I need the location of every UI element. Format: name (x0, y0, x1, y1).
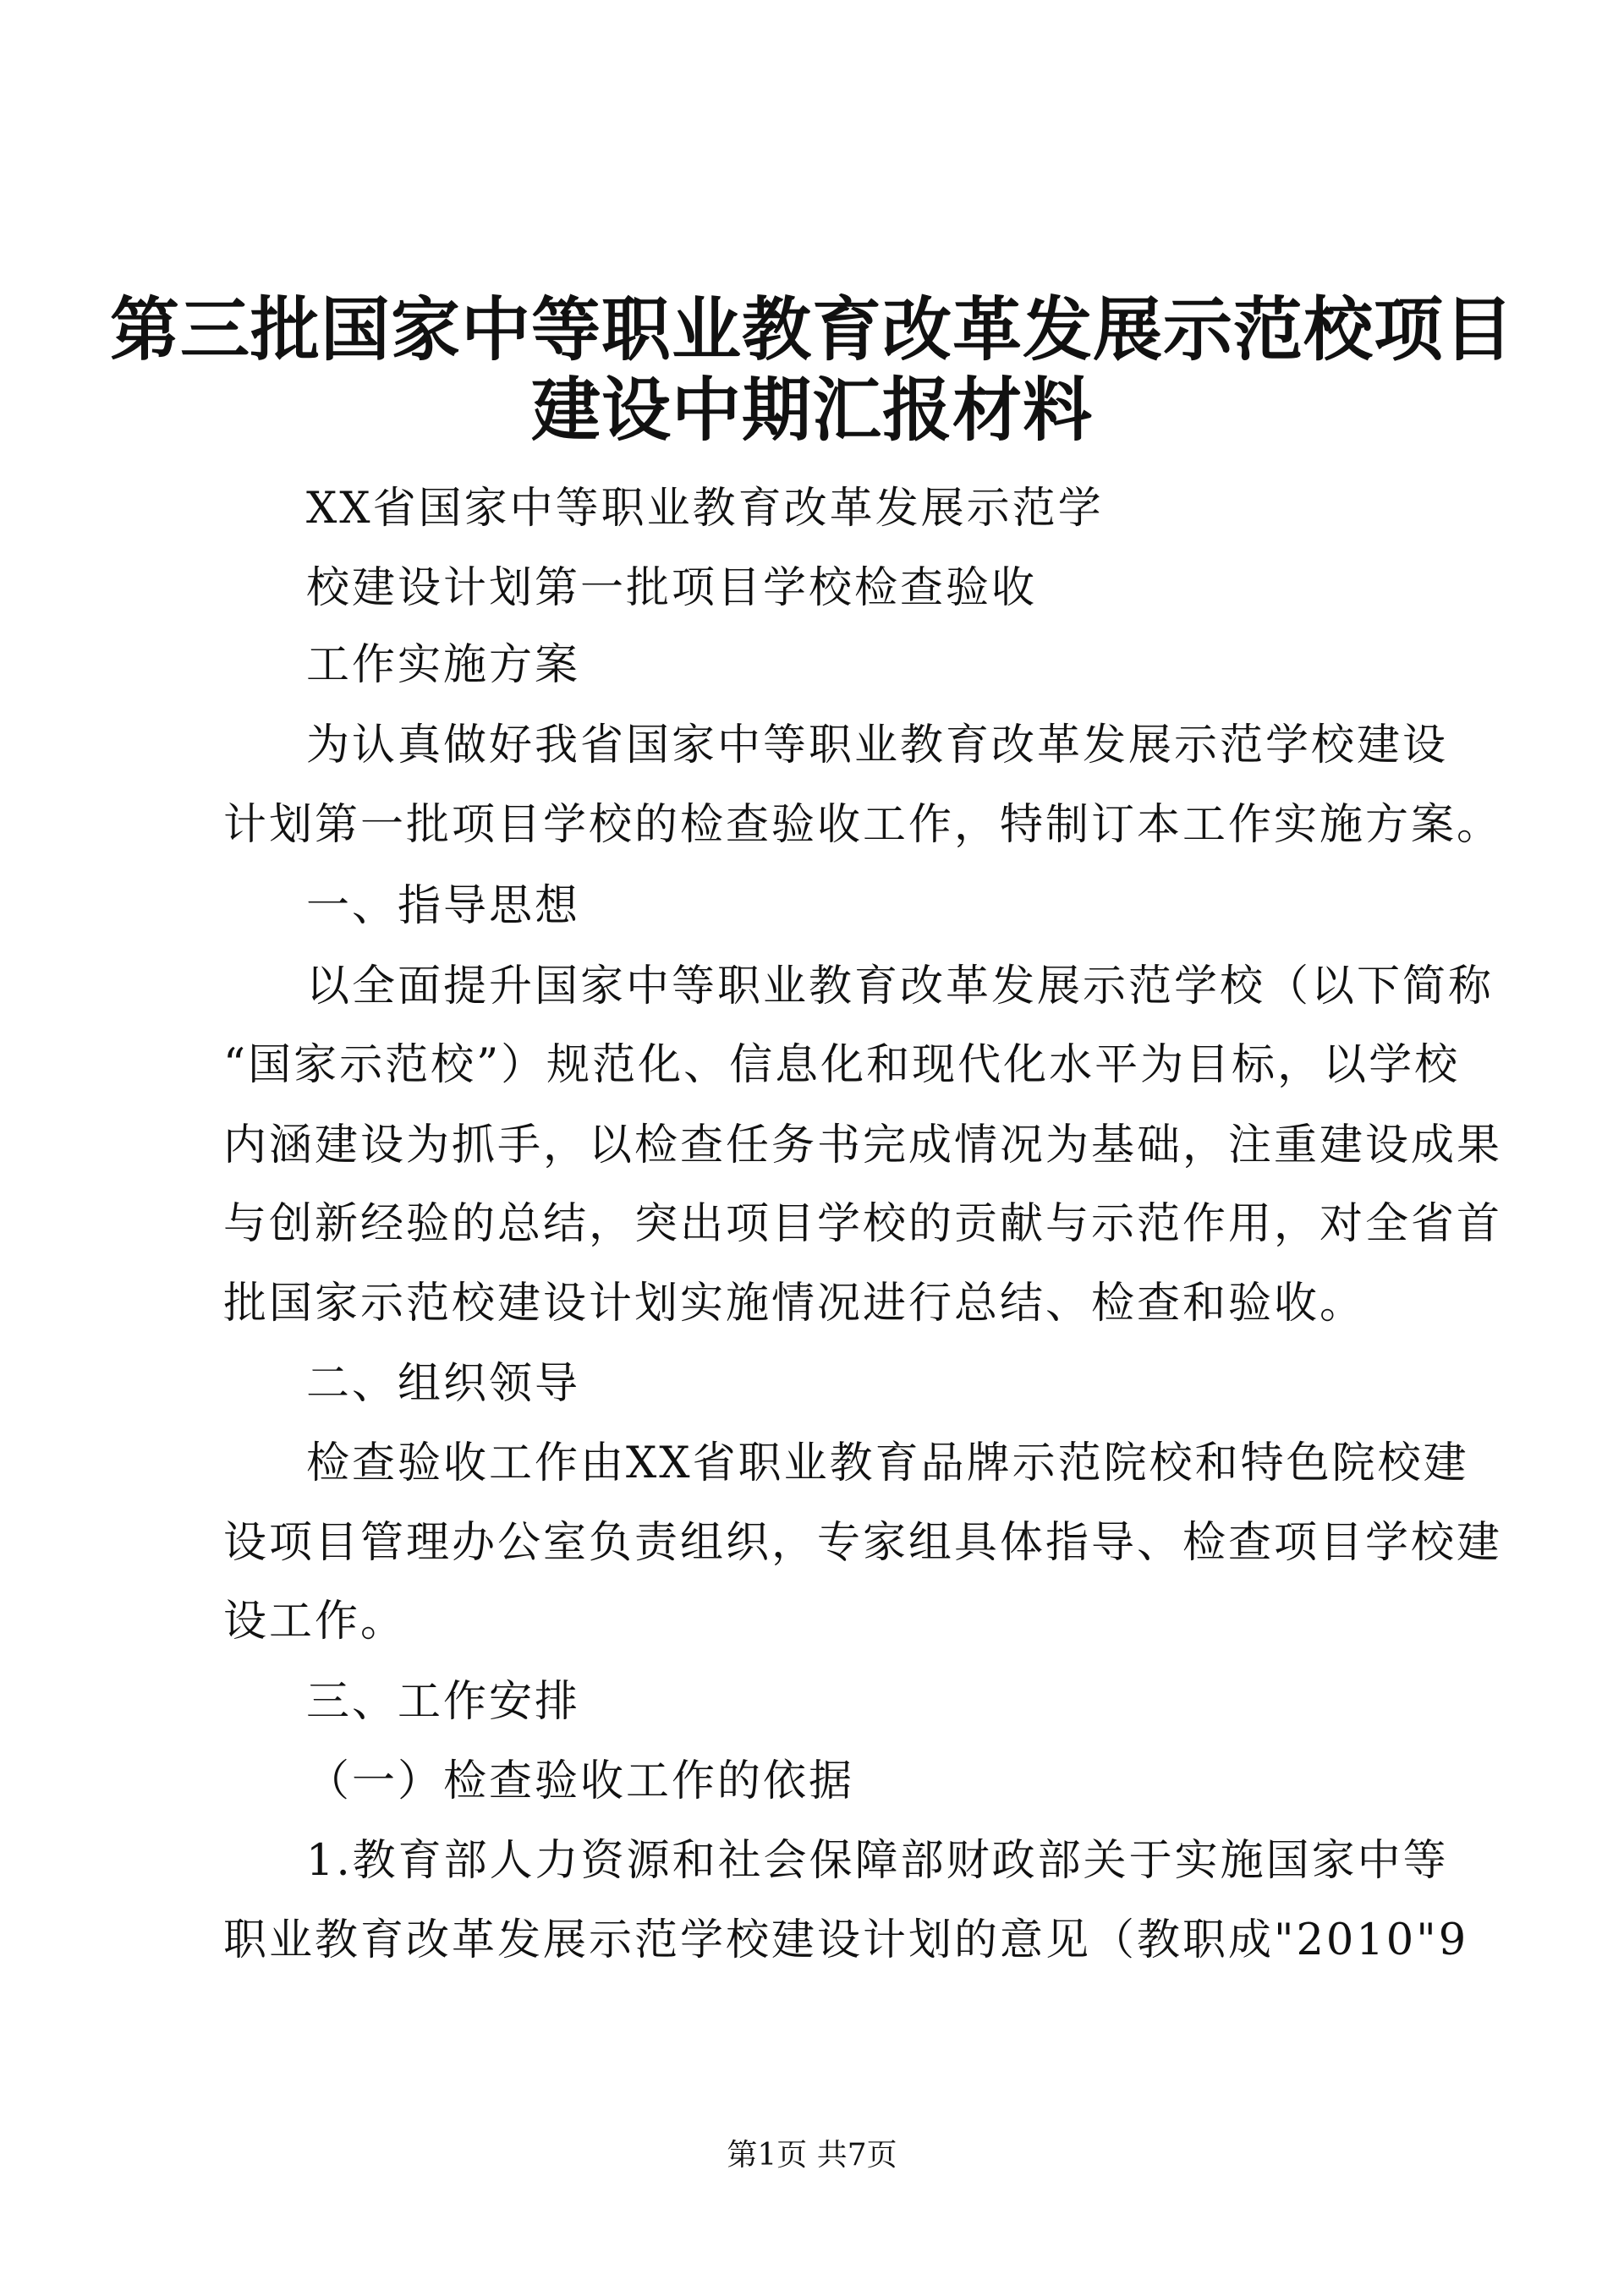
section2-body-line-1: 检查验收工作由XX省职业教育品牌示范院校和特色院校建 (306, 1438, 1469, 1488)
document-title-line-2: 建设中期汇报材料 (530, 370, 1093, 451)
section1-body-line-4: 与创新经验的总结，突出项目学校的贡献与示范作用，对全省首 (223, 1199, 1503, 1249)
section1-body-line-3: 内涵建设为抓手，以检查任务书完成情况为基础，注重建设成果 (223, 1121, 1503, 1170)
section-heading-work-arrangement: 三、工作安排 (306, 1677, 581, 1727)
page-number-footer: 第1页 共7页 (727, 2138, 897, 2173)
subsection-heading-basis: （一）检查验收工作的依据 (306, 1756, 855, 1806)
intro-line-2: 计划第一批项目学校的检查验收工作，特制订本工作实施方案。 (223, 800, 1503, 850)
section1-body-line-2: “国家示范校”）规范化、信息化和现代化水平为目标，以学校 (223, 1040, 1461, 1090)
item1-line-1: 1.教育部人力资源和社会保障部财政部关于实施国家中等 (306, 1836, 1449, 1886)
section2-body-line-3: 设工作。 (223, 1597, 407, 1647)
section1-body-line-5: 批国家示范校建设计划实施情况进行总结、检查和验收。 (223, 1279, 1366, 1329)
subtitle-line-1: XX省国家中等职业教育改革发展示范学 (306, 484, 1104, 534)
section-heading-organization: 二、组织领导 (306, 1359, 581, 1409)
document-title-line-1: 第三批国家中等职业教育改革发展示范校项目 (109, 289, 1514, 370)
subtitle-line-3: 工作实施方案 (306, 640, 581, 690)
intro-line-1: 为认真做好我省国家中等职业教育改革发展示范学校建设 (306, 721, 1449, 770)
section2-body-line-2: 设项目管理办公室负责组织，专家组具体指导、检查项目学校建 (223, 1518, 1503, 1568)
subtitle-line-2: 校建设计划第一批项目学校检查验收 (306, 563, 1038, 613)
item1-line-2: 职业教育改革发展示范学校建设计划的意见（教职成"2010"9 (223, 1915, 1469, 1965)
section-heading-guiding-ideology: 一、指导思想 (306, 881, 581, 931)
section1-body-line-1: 以全面提升国家中等职业教育改革发展示范学校（以下简称 (306, 962, 1495, 1011)
